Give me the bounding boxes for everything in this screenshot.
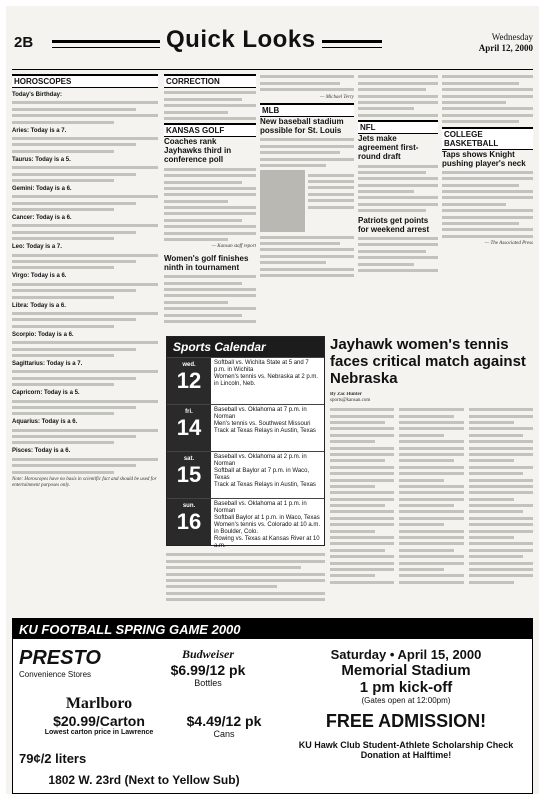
calendar-event: Baseball vs. Oklahoma at 7 p.m. in Norman [214,407,307,420]
horoscope-sign-text [12,137,158,153]
issue-date-text: April 12, 2000 [478,43,533,53]
horoscope-sign-label: Cancer: Today is a 6. [12,215,72,222]
calendar-days [167,357,324,549]
cans-price: $4.49/12 pk [186,713,262,729]
kansas-golf-banner: KANSAS GOLF [164,123,256,137]
birthday-label: Today's Birthday: [12,92,62,98]
horoscope-sign-label: Aquarius: Today is a 6. [12,419,78,426]
horoscope-sign-text [12,195,158,211]
womens-golf-headline: Women's golf finishes ninth in tournament [164,253,249,272]
calendar-daynum: 16 [176,509,202,534]
cig-price: $20.99/Carton [53,713,145,729]
horoscope-sign-text [12,370,158,386]
issue-date [479,32,533,54]
basketball-banner: COLLEGE BASKETBALL [442,127,533,150]
main-headline-box [330,336,533,386]
page-number: 2B [14,34,34,51]
calendar-date [167,358,211,404]
horoscope-sign-label: Pisces: Today is a 6. [12,448,71,455]
cig-note: Lowest carton price in Lawrence [44,729,154,736]
presto-ad [19,647,269,793]
horoscope-note: Note: Horoscopes have no basis in scientific fact and should be used for entertainment purposes only. [12,477,157,489]
issue-day: Wednesday [491,32,533,42]
calendar-events [211,405,324,451]
horoscope-sign-text [12,400,158,416]
header-divider [12,69,533,70]
horoscope-sign-text [12,458,158,474]
mlb-column [260,72,354,334]
horoscope-sign-label: Aries: Today is a 7. [12,127,67,134]
gates-open: (Gates open at 12:00pm) [361,696,451,705]
game-time: 1 pm kick-off [359,679,453,696]
advertisement [12,618,533,794]
calendar-event: Softball Baylor at 1 p.m. in Waco, Texas [214,515,320,521]
basketball-headline: Taps shows Knight pushing player's neck [442,149,526,168]
horoscope-sign-label: Sagittarius: Today is a 7. [12,360,83,367]
ad-banner: KU FOOTBALL SPRING GAME 2000 [13,619,532,639]
horoscope-sign-text [12,429,158,445]
sponsor-note: KU Hawk Club Student-Athlete Scholarship Check Donation at Halftime! [298,740,514,760]
calendar-event: Softball vs. Wichita State at 5 and 7 p.m. in Wichita [214,360,309,373]
horoscope-sign-text [12,224,158,240]
horoscope-sign-text [12,166,158,182]
main-story-continued [166,550,325,614]
womens-golf-byline: — Michael Terry [320,94,354,100]
horoscopes-column [12,72,158,612]
beer-brand: Budweiser [181,647,234,661]
calendar-dow: sat. [183,456,195,462]
calendar-day [167,451,324,498]
calendar-events [211,358,324,404]
calendar-date [167,405,211,451]
main-headline: Jayhawk women's tennis faces critical match against Nebraska [330,336,526,386]
free-admission: FREE ADMISSION! [325,711,487,731]
calendar-event: Track at Texas Relays in Austin, Texas [214,428,316,434]
presto-logo: PRESTO [19,647,101,669]
middle-column [164,72,256,334]
page-header [12,22,533,68]
game-place: Memorial Stadium [341,662,471,679]
calendar-dow: wed. [182,362,196,368]
horoscope-sign-label: Libra: Today is a 6. [12,302,66,309]
horoscope-text [12,101,158,123]
nfl-column [358,72,438,334]
calendar-day [167,404,324,451]
horoscope-sign-label: Virgo: Today is a 6. [12,273,67,280]
calendar-date [167,499,211,545]
calendar-dow: fri. [185,409,193,415]
calendar-date [167,452,211,498]
main-byline-role: sports@kansan.com [330,398,371,404]
calendar-event: Rowing vs. Texas at Kansas River at 10 a.m. [214,536,320,549]
basketball-column [442,72,533,334]
beer-type: Bottles [194,678,222,688]
nfl-banner: NFL [358,120,438,134]
golf-byline: — Kansan staff report [211,244,256,250]
game-date: Saturday • April 15, 2000 [330,647,482,662]
calendar-daynum: 12 [176,368,202,393]
calendar-events [211,452,324,498]
calendar-dow: sun. [182,503,196,509]
store-address: 1802 W. 23rd (Next to Yellow Sub) [48,773,240,787]
horoscope-sign-text [12,341,158,357]
horoscope-sign-text [12,312,158,328]
calendar-event: Men's tennis vs. Southwest Missouri [214,421,311,427]
mlb-headline: New baseball stadium possible for St. Louis [260,116,344,135]
calendar-day [167,498,324,549]
beer-price: $6.99/12 pk [170,662,246,678]
horoscopes-banner: HOROSCOPES [12,74,158,88]
calendar-event: Track at Texas Relays in Austin, Texas [214,482,316,488]
basketball-byline: — The Associated Press [484,241,533,247]
horoscope-signs [12,128,158,474]
cig-brand: Marlboro [65,695,133,712]
horoscope-sign-label: Scorpio: Today is a 6. [12,331,74,338]
horoscope-sign-label: Capricorn: Today is a 5. [12,390,80,397]
horoscope-sign-text [12,283,158,299]
correction-banner: CORRECTION [164,74,256,88]
sports-calendar [166,336,325,549]
calendar-event: Women's tennis vs. Nebraska at 2 p.m. in Lincoln, Neb. [214,374,319,387]
spring-game-ad [283,647,529,793]
golf-headline: Coaches rank Jayhawks third in conference poll [164,137,232,165]
calendar-event: Softball at Baylor at 7 p.m. in Waco, Texas [214,468,310,481]
horoscope-sign-text [12,254,158,270]
liters-price: 79¢/2 liters [19,751,87,766]
sports-calendar-title: Sports Calendar [167,337,324,357]
calendar-event: Baseball vs. Oklahoma at 2 p.m. in Norman [214,454,307,467]
nfl-headline-1: Jets make agreement first-round draft [358,134,419,162]
horoscope-sign-label: Taurus: Today is a 5. [12,156,71,163]
section-title: Quick Looks [160,26,322,54]
calendar-daynum: 14 [176,415,202,440]
nfl-headline-2: Patriots get points for weekend arrest [358,215,430,234]
calendar-event: Women's tennis vs. Colorado at 10 a.m. in Boulder, Colo. [214,522,321,535]
horoscope-sign-label: Leo: Today is a 7. [12,244,62,251]
calendar-daynum: 15 [176,462,202,487]
horoscope-sign-label: Gemini: Today is a 6. [12,185,72,192]
mlb-banner: MLB [260,103,354,117]
cans-type: Cans [213,729,235,739]
newspaper-page [6,6,539,794]
calendar-day [167,357,324,404]
main-byline: By Zac Hunter [330,392,362,397]
cardinals-logo-image [260,170,305,232]
main-story-body [330,392,533,614]
calendar-event: Baseball vs. Oklahoma at 1 p.m. in Norman [214,501,307,514]
presto-sub: Convenience Stores [19,670,92,679]
calendar-events [211,499,324,549]
